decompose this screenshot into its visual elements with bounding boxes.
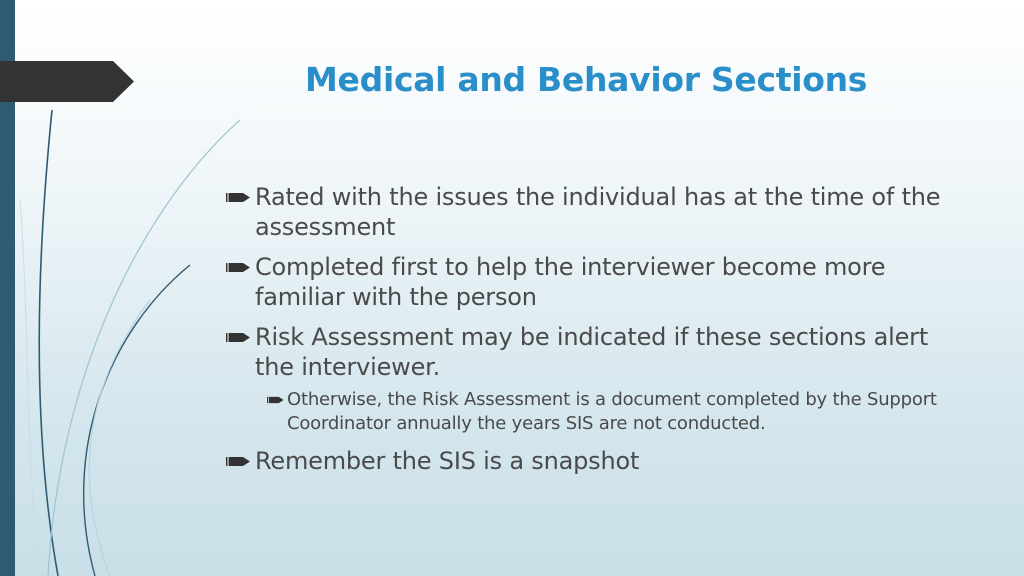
pencil-icon — [226, 455, 252, 468]
bullet-item — [225, 252, 970, 312]
pencil-icon — [267, 395, 285, 405]
bullet-item — [225, 446, 970, 476]
sub-bullet-item — [225, 388, 970, 436]
bullet-item — [225, 182, 970, 242]
bullet-text: Rated with the issues the individual has at the time of the assessment — [255, 183, 941, 241]
bullet-list — [225, 182, 970, 486]
bullet-item — [225, 322, 970, 382]
bullet-text: Completed first to help the interviewer become more familiar with the person — [255, 253, 886, 311]
slide-title: Medical and Behavior Sections — [305, 60, 868, 99]
pencil-icon — [226, 331, 252, 344]
title-tab-arrow — [0, 61, 134, 102]
bullet-text: Remember the SIS is a snapshot — [255, 447, 640, 475]
sub-bullet-text: Otherwise, the Risk Assessment is a document completed by the Support Coordinator annually the years SIS are not conducted. — [287, 389, 937, 434]
pencil-icon — [226, 261, 252, 274]
pencil-icon — [226, 191, 252, 204]
bullet-text: Risk Assessment may be indicated if these sections alert the interviewer. — [255, 323, 929, 381]
